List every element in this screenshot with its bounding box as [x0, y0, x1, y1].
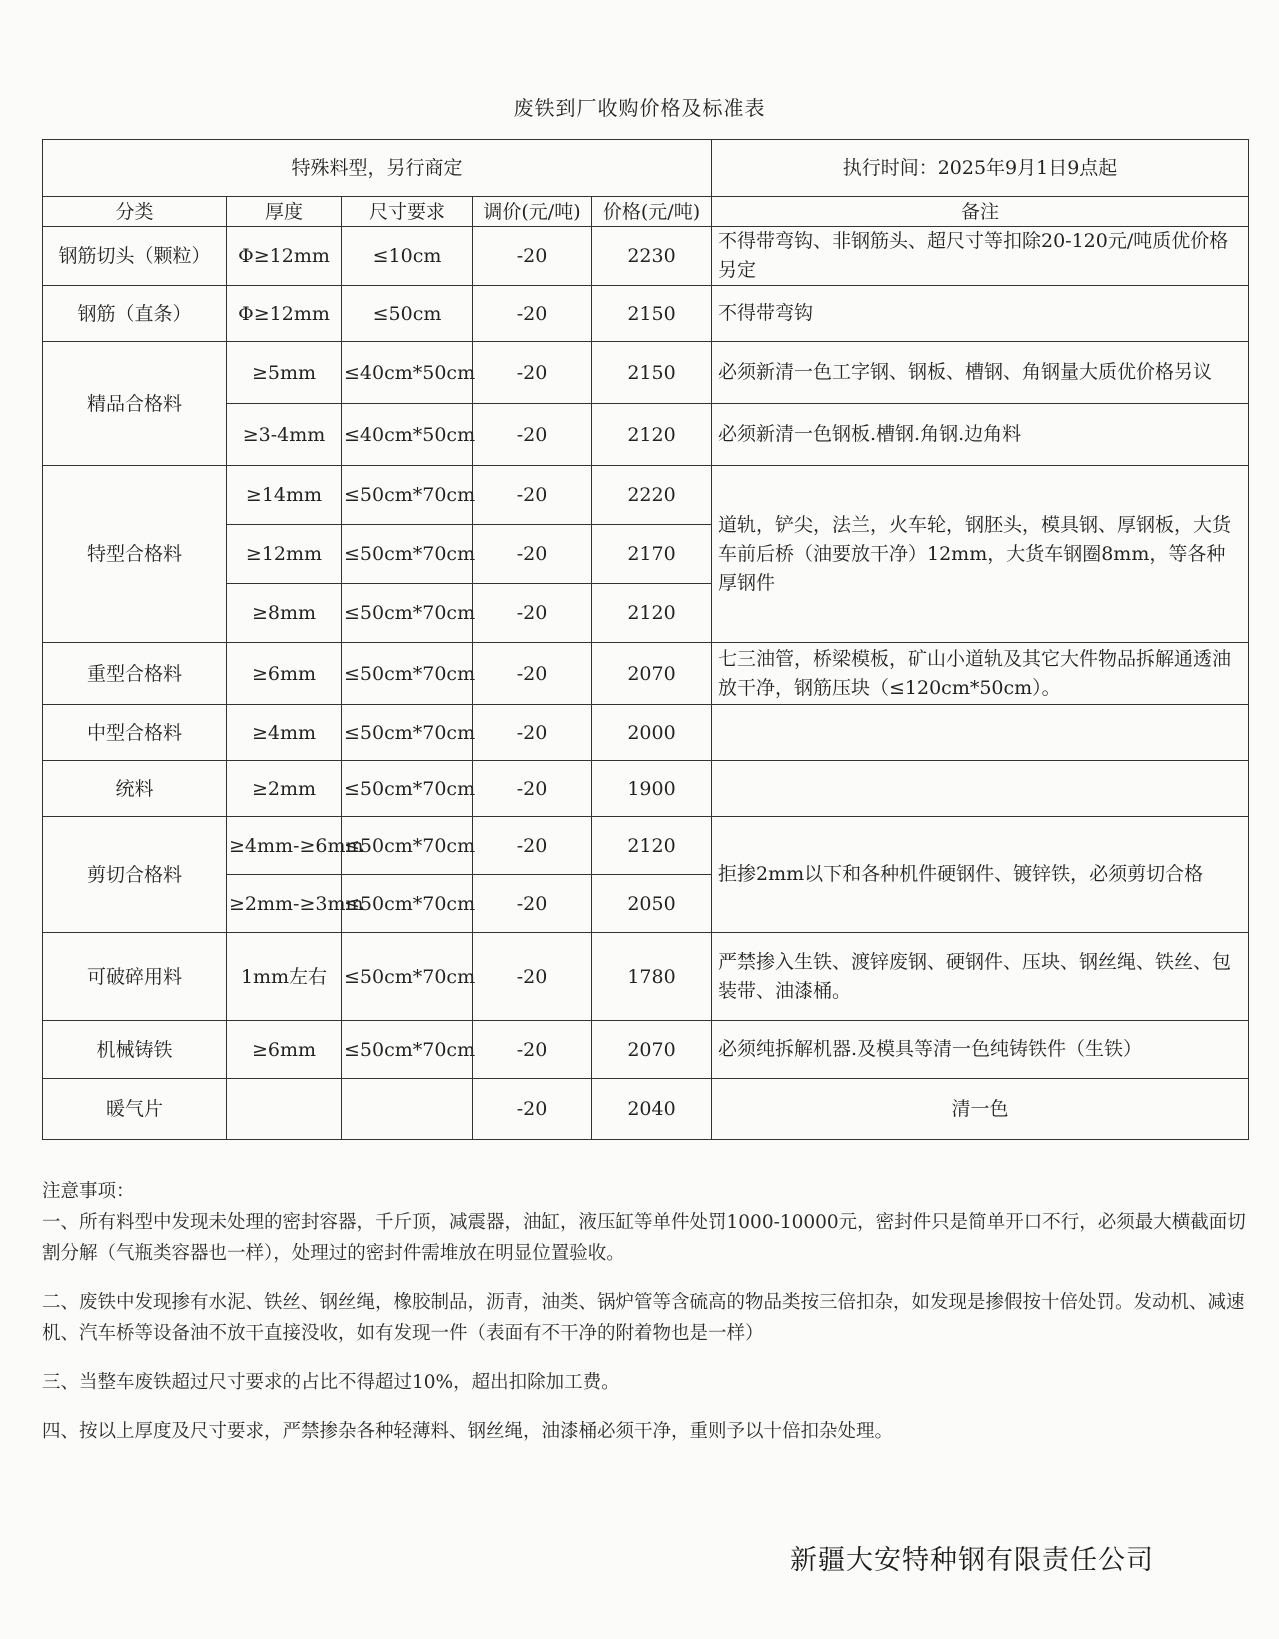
table-row: [43, 227, 1249, 286]
row-thickness: ≥12mm: [227, 525, 342, 584]
row-adjust: -20: [473, 286, 592, 342]
row-price: 2220: [592, 466, 712, 525]
row-price: 2000: [592, 705, 712, 761]
row-size: ≤50cm*70cm: [342, 933, 473, 1021]
notes-title: 注意事项：: [42, 1181, 135, 1202]
row-adjust: -20: [473, 342, 592, 404]
row-remark: 七三油管，桥梁模板，矿山小道轨及其它大件物品拆解通透油放干净，钢筋压块（≤120cm*50cm）。: [712, 643, 1249, 705]
effective-time: 执行时间：2025年9月1日9点起: [712, 140, 1249, 197]
row-price: 2150: [592, 342, 712, 404]
row-remark: 严禁掺入生铁、渡锌废钢、硬钢件、压块、钢丝绳、铁丝、包装带、油漆桶。: [712, 933, 1249, 1021]
table-row: [43, 286, 1249, 342]
row-thickness: ≥5mm: [227, 342, 342, 404]
row-category: 机械铸铁: [43, 1021, 227, 1079]
row-remark: 不得带弯钩、非钢筋头、超尺寸等扣除20-120元/吨质优价格另定: [712, 227, 1249, 286]
row-price: 2150: [592, 286, 712, 342]
table-row: [43, 761, 1249, 817]
header-size: 尺寸要求: [342, 197, 473, 227]
row-size: ≤40cm*50cm: [342, 342, 473, 404]
table-row: [43, 705, 1249, 761]
row-price: 2120: [592, 584, 712, 643]
row-price: 2040: [592, 1079, 712, 1140]
row-category: 中型合格料: [43, 705, 227, 761]
row-thickness: ≥2mm-≥3mm: [227, 875, 342, 933]
row-size: ≤50cm*70cm: [342, 761, 473, 817]
row-category: 统料: [43, 761, 227, 817]
row-thickness: ≥4mm: [227, 705, 342, 761]
row-category: 特型合格料: [43, 466, 227, 643]
row-price: 2170: [592, 525, 712, 584]
row-adjust: -20: [473, 404, 592, 466]
row-remark: 清一色: [712, 1079, 1249, 1140]
table-row: [43, 1079, 1249, 1140]
row-size: ≤50cm: [342, 286, 473, 342]
row-adjust: -20: [473, 525, 592, 584]
row-adjust: -20: [473, 227, 592, 286]
table-row: [43, 342, 1249, 404]
row-price: 2050: [592, 875, 712, 933]
row-thickness: Φ≥12mm: [227, 286, 342, 342]
row-adjust: -20: [473, 933, 592, 1021]
header-remark: 备注: [712, 197, 1249, 227]
row-remark: 道轨，铲尖，法兰，火车轮，钢胚头，模具钢、厚钢板，大货车前后桥（油要放干净）12mm，大货车钢圈8mm，等各种厚钢件: [712, 466, 1249, 643]
row-size: ≤10cm: [342, 227, 473, 286]
table-row: [43, 466, 1249, 525]
row-thickness: ≥8mm: [227, 584, 342, 643]
table-row: [43, 933, 1249, 1021]
row-size: [342, 1079, 473, 1140]
row-size: ≤40cm*50cm: [342, 404, 473, 466]
row-thickness: ≥4mm-≥6mm: [227, 817, 342, 875]
row-price: 2070: [592, 1021, 712, 1079]
row-thickness: ≥2mm: [227, 761, 342, 817]
row-adjust: -20: [473, 1021, 592, 1079]
row-thickness: ≥6mm: [227, 1021, 342, 1079]
row-price: 2120: [592, 404, 712, 466]
note-item: 四、按以上厚度及尺寸要求，严禁掺杂各种轻薄料、钢丝绳，油漆桶必须干净，重则予以十倍扣杂处理。: [42, 1421, 894, 1442]
row-category: 暖气片: [43, 1079, 227, 1140]
row-size: ≤50cm*70cm: [342, 1021, 473, 1079]
row-category: 重型合格料: [43, 643, 227, 705]
note-item: 二、废铁中发现掺有水泥、铁丝、钢丝绳，橡胶制品，沥青，油类、锅炉管等含硫高的物品类按三倍扣杂，如发现是掺假按十倍处罚。发动机、减速机、汽车桥等设备油不放干直接没收，如有发现一件（表面有不干净的附着物也是一样）: [42, 1292, 1245, 1344]
note-item: 三、当整车废铁超过尺寸要求的占比不得超过10%，超出扣除加工费。: [42, 1372, 620, 1393]
table-row: [43, 1021, 1249, 1079]
row-size: ≤50cm*70cm: [342, 817, 473, 875]
row-remark: [712, 705, 1249, 761]
row-category: 钢筋（直条）: [43, 286, 227, 342]
row-thickness: [227, 1079, 342, 1140]
note-item: 一、所有料型中发现未处理的密封容器，千斤顶，减震器，油缸，液压缸等单件处罚1000-10000元，密封件只是简单开口不行，必须最大横截面切割分解（气瓶类容器也一样），处理过的密封件需堆放在明显位置验收。: [42, 1212, 1246, 1264]
row-thickness: ≥14mm: [227, 466, 342, 525]
row-remark: [712, 761, 1249, 817]
document-title: 废铁到厂收购价格及标准表: [513, 96, 766, 120]
row-size: ≤50cm*70cm: [342, 584, 473, 643]
row-adjust: -20: [473, 466, 592, 525]
row-remark: 拒掺2mm以下和各种机件硬钢件、镀锌铁，必须剪切合格: [712, 817, 1249, 933]
row-thickness: ≥3-4mm: [227, 404, 342, 466]
row-adjust: -20: [473, 1079, 592, 1140]
row-price: 1900: [592, 761, 712, 817]
row-price: 2120: [592, 817, 712, 875]
header-thickness: 厚度: [227, 197, 342, 227]
row-thickness: ≥6mm: [227, 643, 342, 705]
row-size: ≤50cm*70cm: [342, 875, 473, 933]
row-price: 2070: [592, 643, 712, 705]
row-remark: 不得带弯钩: [712, 286, 1249, 342]
row-size: ≤50cm*70cm: [342, 525, 473, 584]
row-size: ≤50cm*70cm: [342, 466, 473, 525]
row-thickness: 1mm左右: [227, 933, 342, 1021]
row-price: 1780: [592, 933, 712, 1021]
row-adjust: -20: [473, 584, 592, 643]
row-category: 可破碎用料: [43, 933, 227, 1021]
row-remark: 必须纯拆解机器.及模具等清一色纯铸铁件（生铁）: [712, 1021, 1249, 1079]
table-row: [43, 643, 1249, 705]
special-note: 特殊料型，另行商定: [43, 140, 712, 197]
row-adjust: -20: [473, 705, 592, 761]
price-table: [42, 139, 1249, 1140]
row-category: 剪切合格料: [43, 817, 227, 933]
row-size: ≤50cm*70cm: [342, 705, 473, 761]
row-adjust: -20: [473, 643, 592, 705]
row-size: ≤50cm*70cm: [342, 643, 473, 705]
company-name: 新疆大安特种钢有限责任公司: [790, 1545, 1154, 1576]
row-remark: 必须新清一色钢板.槽钢.角钢.边角料: [712, 404, 1249, 466]
table-row: [43, 817, 1249, 875]
table-header-row: [43, 197, 1249, 227]
row-adjust: -20: [473, 761, 592, 817]
row-adjust: -20: [473, 817, 592, 875]
row-category: 精品合格料: [43, 342, 227, 466]
header-adjust: 调价(元/吨): [473, 197, 592, 227]
header-price: 价格(元/吨): [592, 197, 712, 227]
row-thickness: Φ≥12mm: [227, 227, 342, 286]
row-price: 2230: [592, 227, 712, 286]
row-adjust: -20: [473, 875, 592, 933]
notes-section: [42, 1176, 1252, 1447]
table-top-row: [43, 140, 1249, 197]
row-category: 钢筋切头（颗粒）: [43, 227, 227, 286]
header-category: 分类: [43, 197, 227, 227]
row-remark: 必须新清一色工字钢、钢板、槽钢、角钢量大质优价格另议: [712, 342, 1249, 404]
